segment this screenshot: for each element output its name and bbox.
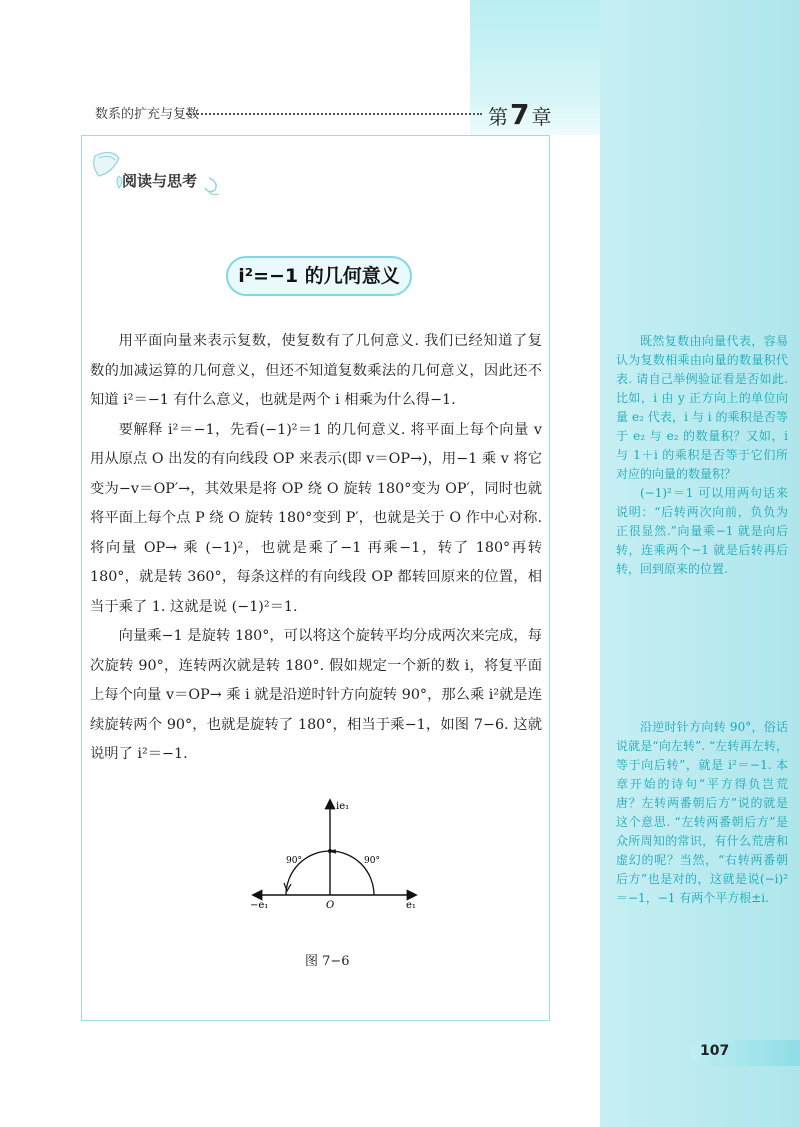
chapter-label [488,98,551,131]
paragraph-3: 向量乘−1 是旋转 180°，可以将这个旋转平均分成两次来完成，每次旋转 90°，连转两次就是转 180°. 假如规定一个新的数 i，将复平面上每个向量 v＝OP→ 乘 i 就是沿逆时针方向旋转 90°，那么乘 i²就是连续旋转两个 90°，也就是旋转了 180°，相当于乘−1，如图 7−6. 这就说明了 i²＝−1. [90,628,543,762]
label-angle-right: 90° [364,856,380,866]
label-neg-e1: −e₁ [250,900,269,911]
label-ie1: ie₁ [336,801,350,812]
running-header: 数系的扩充与复数 [95,107,200,122]
point-top [328,849,332,853]
reading-box-label: 阅读与思考 [122,172,198,190]
figure-caption: 图 7−6 [305,954,350,969]
chapter-number: 7 [510,98,530,131]
rotation-diagram [250,795,420,915]
side-note-2 [616,718,788,908]
label-e1: e₁ [406,900,416,911]
side-note-1 [616,332,788,579]
paragraph-2: 要解释 i²＝−1，先看(−1)²＝1 的几何意义. 将平面上每个向量 v 用从原点 O 出发的有向线段 OP 来表示(即 v＝OP→)，用−1 乘 v 将它变为−v＝OP′→，其效果是将 OP 绕 O 旋转 180°变为 OP′，同时也就将平面上每个点 P 绕 O 旋转 180°变到 P′，也就是关于 O 作中心对称. 将向量 OP→ 乘 (−1)²，也就是乘了−1 再乘−1，转了 180°再转 180°，就是转 360°，每条这样的有向线段 OP 都转回原来的位置，相当于乘了 1. 这就是说 (−1)²＝1. [90,421,542,615]
side-note-2-para-1: 沿逆时针方向转 90°，俗话说就是“向左转”. “左转再左转，等于向后转”，就是 i²＝−1. 本章开始的诗句“平方得负岂荒唐？左转两番朝后方”说的就是这个意思. “左转两番朝后方”是众所周知的常识，有什么荒唐和虚幻的呢？当然，“右转两番朝后方”也是对的，这就是说(−i)²＝−1，−1 有两个平方根±i. [616,720,788,905]
side-note-1-para-1: 既然复数由向量代表，容易认为复数相乘由向量的数量积代表. 请自己举例验证看是否如此. 比如，i 由 y 正方向上的单位向量 e₂ 代表，i 与 i 的乘积是否等于 e₂ 与 e₂ 的数量积？又如，i 与 1＋i 的乘积是否等于它们所对应的向量的数量积？ [616,334,788,481]
header-leader-dots [186,113,482,115]
article-title: i²=−1 的几何意义 [238,265,400,287]
chapter-prefix: 第 [488,105,508,129]
page-number: 107 [700,1043,730,1059]
label-origin: O [326,900,335,911]
side-note-1-para-2: (−1)²＝1 可以用两句话来说明：“后转两次向前，负负为正很显然.”向量乘−1 就是向后转，连乘两个−1 就是后转再后转，回到原来的位置. [616,486,788,576]
chapter-suffix: 章 [531,105,552,129]
article-body [90,327,542,770]
paragraph-1: 用平面向量来表示复数，使复数有了几何意义. 我们已经知道了复数的加减运算的几何意义，但还不知道复数乘法的几何意义，因此还不知道 i²＝−1 有什么意义，也就是两个 i 相乘为什么得−1. [90,333,542,408]
label-angle-left: 90° [286,856,302,866]
